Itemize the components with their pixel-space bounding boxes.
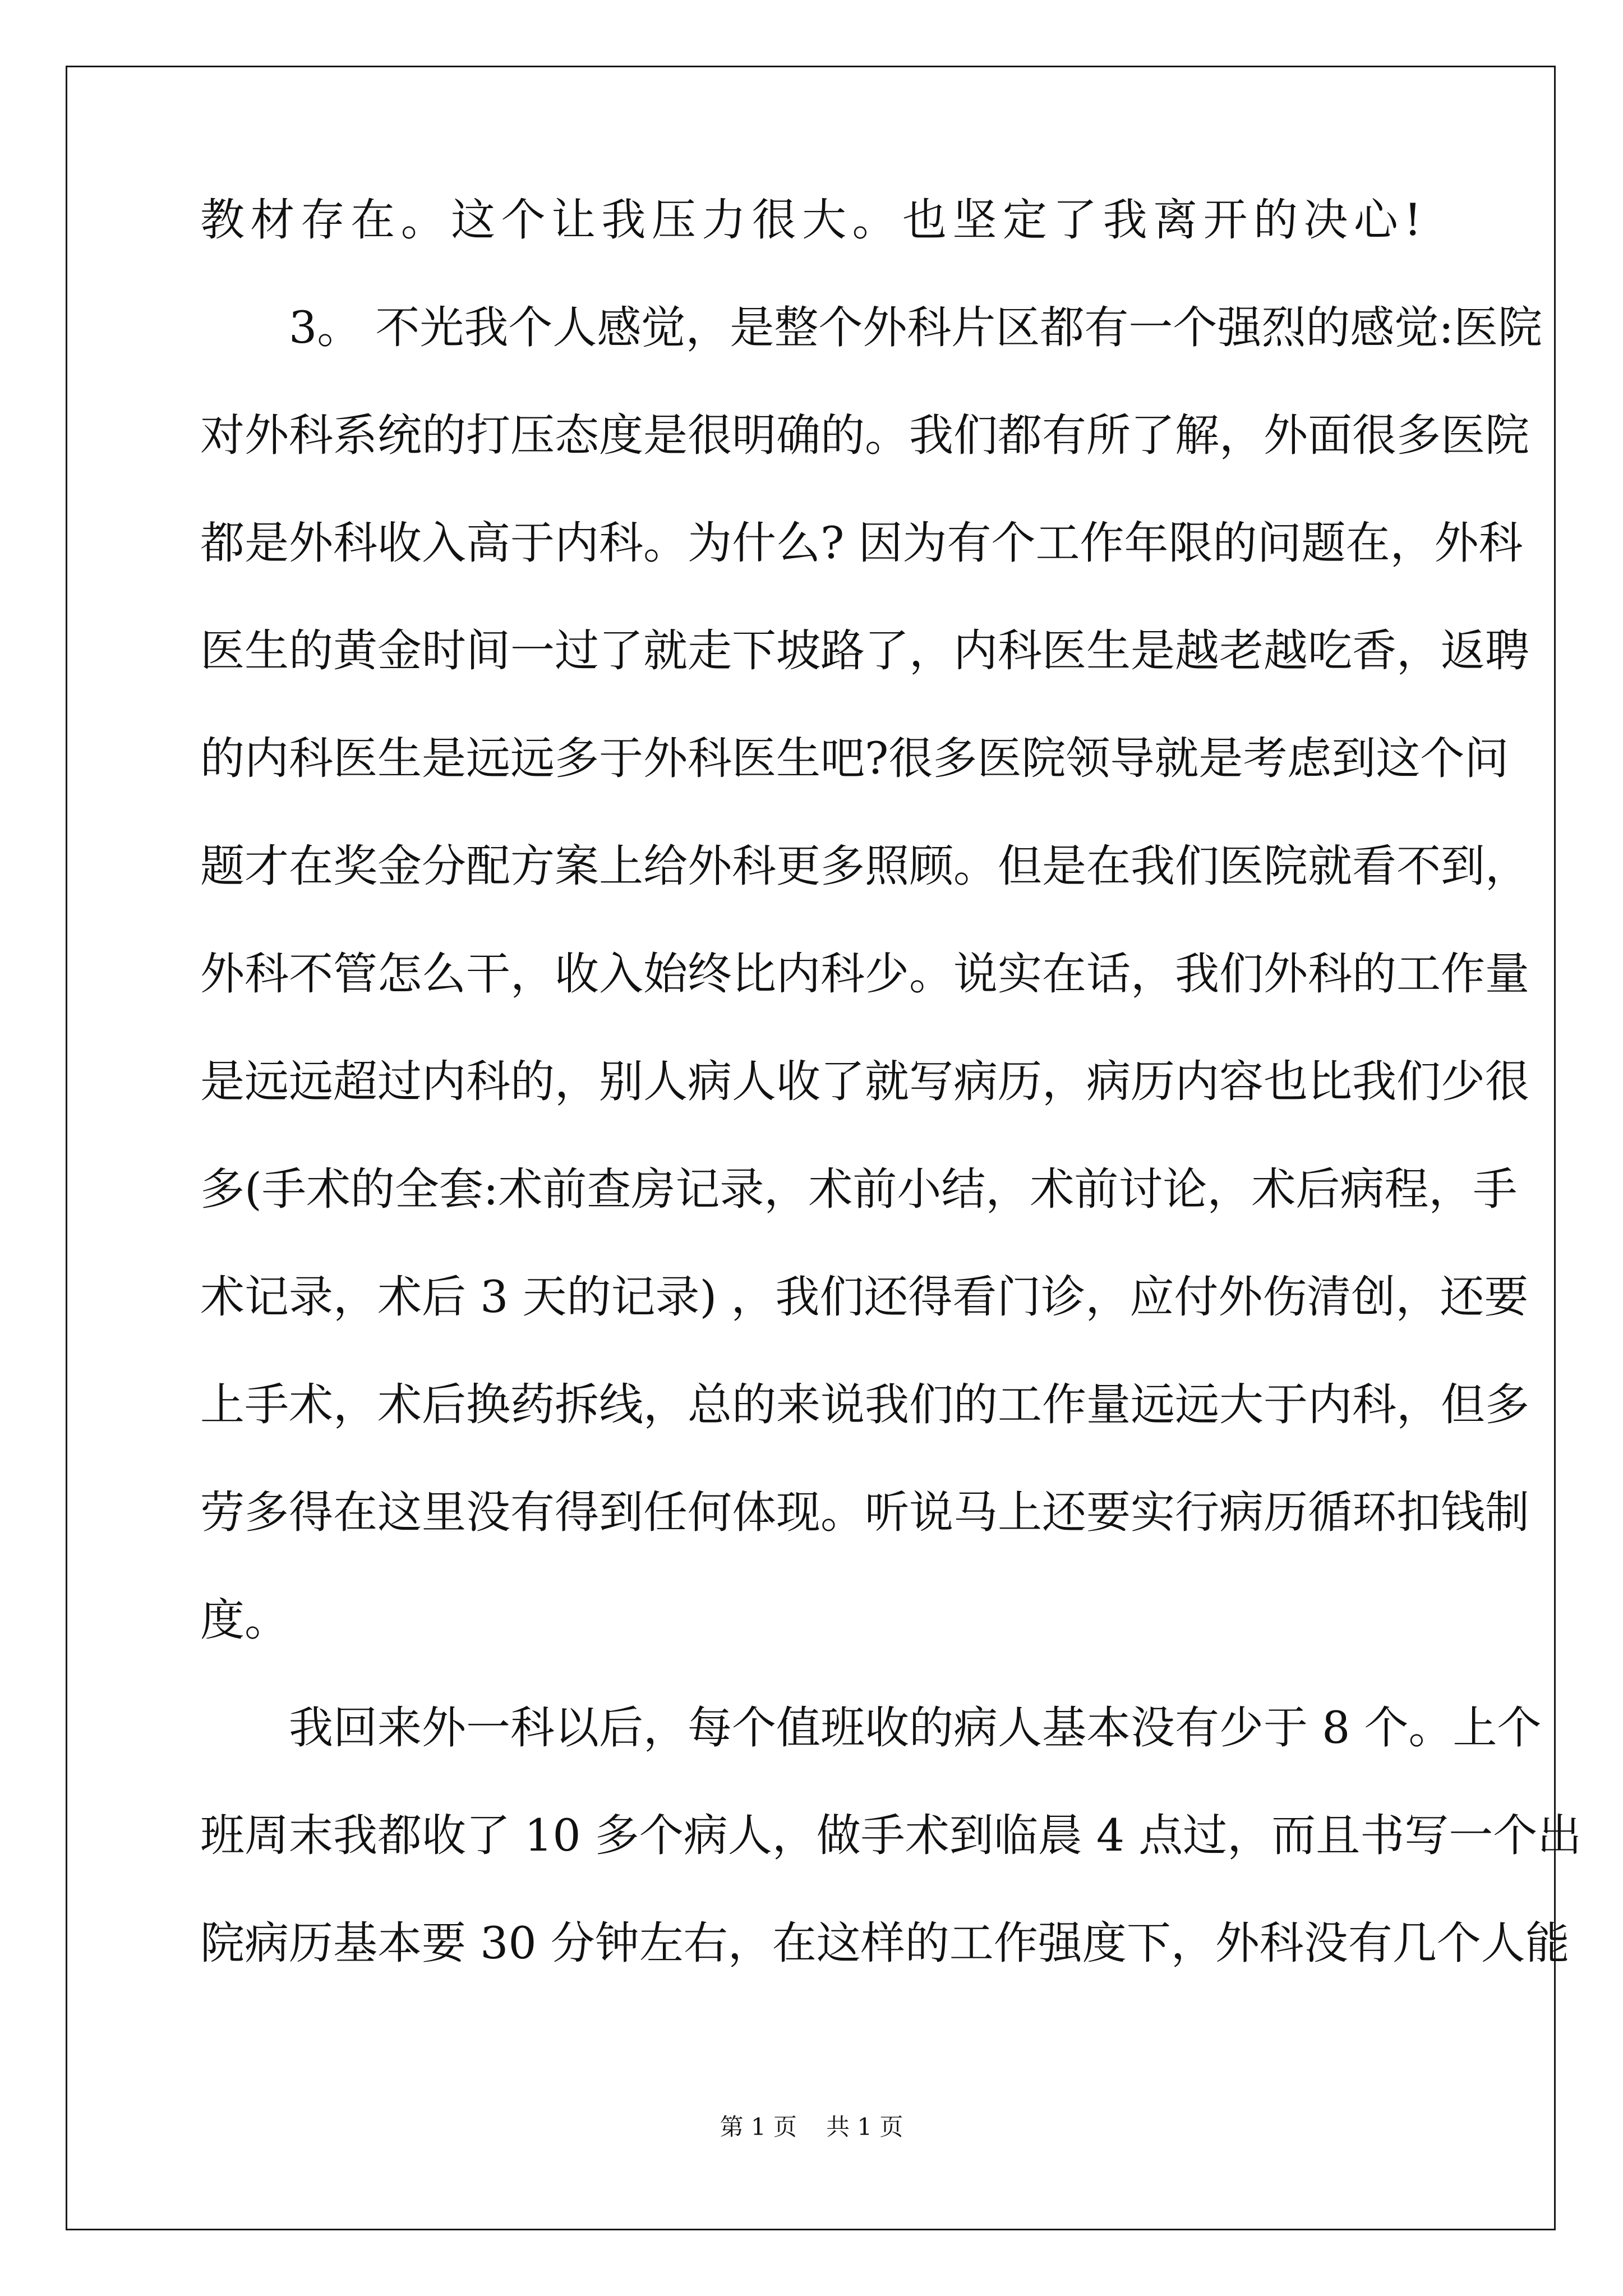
text-line: 医生的黄金时间一过了就走下坡路了，内科医生是越老越吃香，返聘 bbox=[200, 625, 1529, 677]
page-number: 第 1 页 bbox=[720, 2113, 797, 2141]
text-line: 上手术，术后换药拆线，总的来说我们的工作量远远大于内科，但多 bbox=[200, 1379, 1529, 1430]
text-line: 外科不管怎么干，收入始终比内科少。说实在话，我们外科的工作量 bbox=[200, 948, 1529, 1000]
text-line: 院病历基本要 30 分钟左右，在这样的工作强度下，外科没有几个人能 bbox=[200, 1917, 1570, 1969]
text-line: 题才在奖金分配方案上给外科更多照顾。但是在我们医院就看不到， bbox=[200, 840, 1529, 892]
text-line: 教材存在。这个让我压力很大。也坚定了我离开的决心! bbox=[200, 194, 1422, 246]
text-line: 是远远超过内科的，别人病人收了就写病历，病历内容也比我们少很 bbox=[200, 1056, 1529, 1107]
text-line: 多(手术的全套:术前查房记录，术前小结，术前讨论，术后病程，手 bbox=[200, 1163, 1518, 1215]
text-line: 都是外科收入高于内科。为什么? 因为有个工作年限的问题在，外科 bbox=[200, 517, 1523, 569]
text-line: 度。 bbox=[200, 1594, 289, 1646]
page-footer bbox=[0, 2110, 1623, 2144]
text-line: 我回来外一科以后，每个值班收的病人基本没有少于 8 个。上个 bbox=[289, 1702, 1542, 1754]
text-line: 的内科医生是远远多于外科医生吧?很多医院领导就是考虑到这个问 bbox=[200, 733, 1509, 784]
text-line: 班周末我都收了 10 多个病人，做手术到临晨 4 点过，而且书写一个出 bbox=[200, 1810, 1582, 1861]
text-line: 劳多得在这里没有得到任何体现。听说马上还要实行病历循环扣钱制 bbox=[200, 1487, 1529, 1538]
text-line: 对外科系统的打压态度是很明确的。我们都有所了解，外面很多医院 bbox=[200, 409, 1529, 461]
text-line: 3。 不光我个人感觉，是整个外科片区都有一个强烈的感觉:医院 bbox=[289, 302, 1542, 353]
document-body bbox=[200, 194, 1582, 2025]
page-total: 共 1 页 bbox=[826, 2113, 903, 2141]
text-line: 术记录，术后 3 天的记录) ，我们还得看门诊，应付外伤清创，还要 bbox=[200, 1271, 1529, 1323]
